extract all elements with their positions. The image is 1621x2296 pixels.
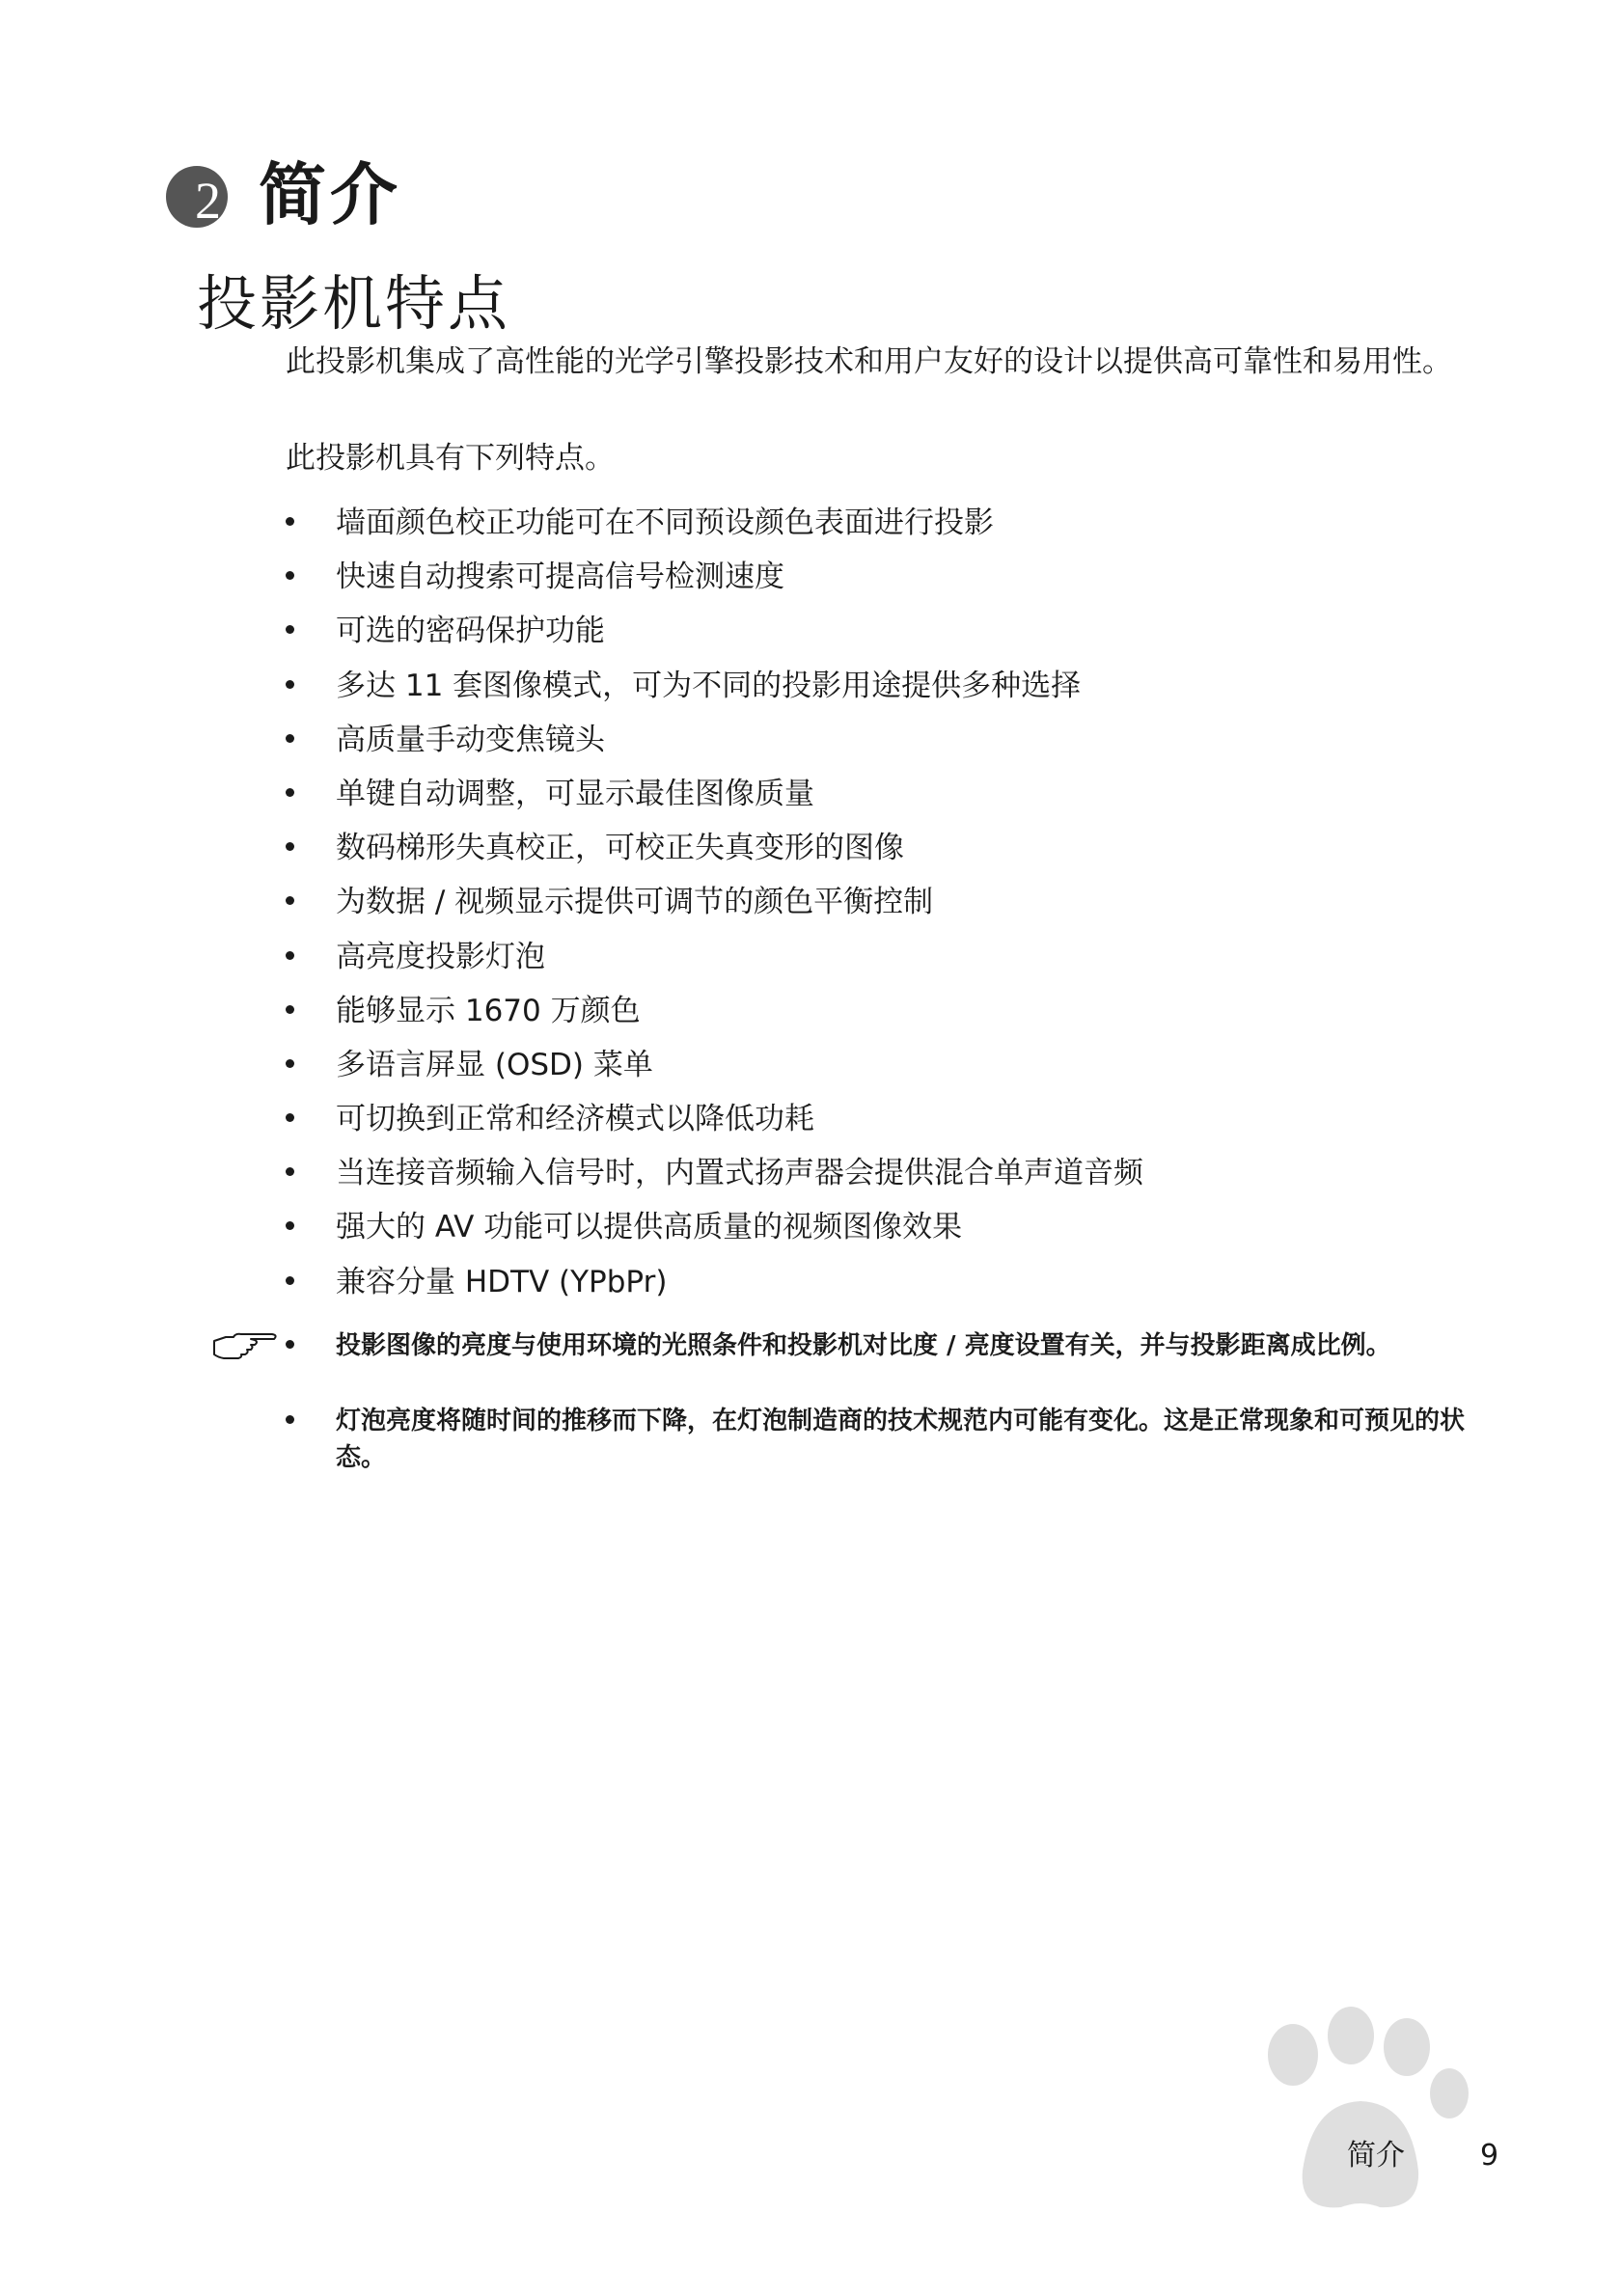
feature-item: 可切换到正常和经济模式以降低功耗 [286,1098,1143,1152]
notes-list [286,1327,1482,1476]
chapter-number: 2 [195,172,221,230]
feature-item: 能够显示 1670 万颜色 [286,990,1143,1044]
pointing-hand-icon [212,1329,282,1362]
feature-item: 墙面颜色校正功能可在不同预设颜色表面进行投影 [286,502,1143,556]
feature-item: 快速自动搜索可提高信号检测速度 [286,556,1143,610]
page-number: 9 [1480,2139,1499,2173]
chapter-title: 简介 [259,155,401,234]
feature-item: 单键自动调整，可显示最佳图像质量 [286,773,1143,827]
footer-section-title: 简介 [1347,2139,1405,2173]
chapter-number-badge [166,166,228,228]
section-title: 投影机特点 [197,268,511,339]
feature-item: 强大的 AV 功能可以提供高质量的视频图像效果 [286,1206,1143,1260]
feature-item: 可选的密码保护功能 [286,610,1143,664]
feature-item: 兼容分量 HDTV (YPbPr) [286,1261,1143,1315]
note-item: 灯泡亮度将随时间的推移而下降，在灯泡制造商的技术规范内可能有变化。这是正常现象和可预见的状态。 [286,1403,1482,1476]
note-item: 投影图像的亮度与使用环境的光照条件和投影机对比度 / 亮度设置有关，并与投影距离成比例。 [286,1327,1482,1364]
feature-item: 高质量手动变焦镜头 [286,719,1143,773]
features-lead-in: 此投影机具有下列特点。 [286,441,615,476]
feature-item: 多达 11 套图像模式，可为不同的投影用途提供多种选择 [286,665,1143,719]
feature-item: 当连接音频输入信号时，内置式扬声器会提供混合单声道音频 [286,1152,1143,1206]
feature-item: 高亮度投影灯泡 [286,936,1143,990]
baidu-paw-watermark [1158,1987,1544,2257]
feature-item: 为数据 / 视频显示提供可调节的颜色平衡控制 [286,881,1143,935]
feature-item: 多语言屏显 (OSD) 菜单 [286,1044,1143,1098]
intro-paragraph: 此投影机集成了高性能的光学引擎投影技术和用户友好的设计以提供高可靠性和易用性。 [286,344,1452,379]
feature-item: 数码梯形失真校正，可校正失真变形的图像 [286,827,1143,881]
features-list [286,502,1143,1315]
